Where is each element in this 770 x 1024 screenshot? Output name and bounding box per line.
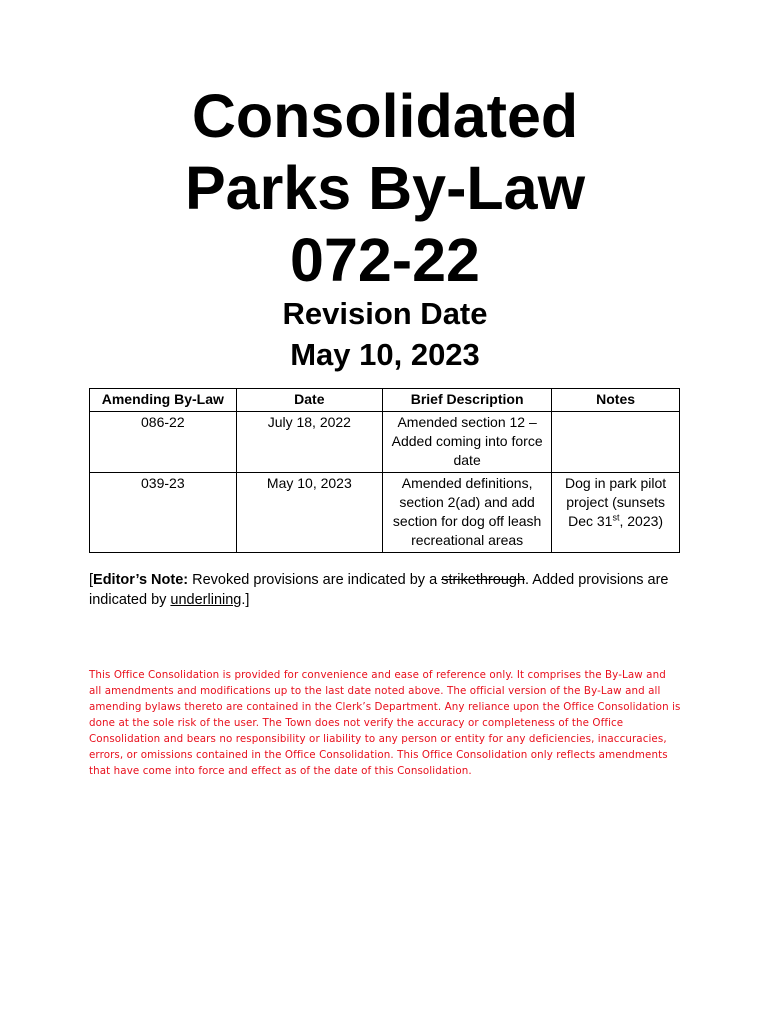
editor-open-bracket: [ [89, 572, 94, 588]
notes-text: Dog in park pilot project (sunsets Dec 31 [565, 475, 667, 529]
amendments-table [89, 388, 680, 553]
editor-close: .] [241, 592, 250, 608]
header-date: Date [236, 389, 382, 412]
notes-text-end: , 2023) [619, 513, 664, 529]
header-brief-description: Brief Description [383, 389, 552, 412]
cell-date: May 10, 2023 [236, 473, 382, 553]
strikethrough-example: strikethrough [441, 572, 526, 588]
editor-text-2: . Added provisions are indicated by [89, 572, 669, 608]
table-header-row [90, 389, 680, 412]
cell-notes [552, 412, 680, 473]
editor-note-label: Editor’s Note: [93, 572, 189, 588]
notes-superscript: st [612, 512, 620, 523]
table-row [90, 473, 680, 553]
revision-label: Revision Date [282, 296, 488, 331]
cell-bylaw: 039-23 [90, 473, 237, 553]
cell-date: July 18, 2022 [236, 412, 382, 473]
header-notes: Notes [552, 389, 680, 412]
table-row [90, 412, 680, 473]
underline-example: underlining [170, 592, 242, 608]
editors-note [89, 570, 689, 610]
cell-notes [552, 473, 680, 553]
title-line-3: 072-22 [290, 226, 480, 294]
disclaimer-text: This Office Consolidation is provided for convenience and ease of reference only. It comprises the By-Law and all amendments and modifications up to the last date noted above. The official version of the By-Law and all amending bylaws thereto are contained in the Clerk’s Department. Any reliance upon the Office Consolidation is done at the sole risk of the user. The Town does not verify the accuracy or completeness of the Office Consolidation and bears no responsibility or liability to any person or entity for any deficiencies, inaccuracies, errors, or omissions contained in the Office Consolidation. This Office Consolidation only reflects amendments that have come into force and effect as of the date of this Consolidation. [89, 669, 681, 777]
title-line-2: Parks By-Law [184, 154, 586, 222]
cell-description: Amended definitions, section 2(ad) and add section for dog off leash recreational areas [383, 473, 552, 553]
header-amending-bylaw: Amending By-Law [90, 389, 237, 412]
cell-description: Amended section 12 – Added coming into force date [383, 412, 552, 473]
revision-date-value: May 10, 2023 [290, 337, 480, 372]
editor-text-1: Revoked provisions are indicated by a [188, 572, 442, 588]
title-line-1: Consolidated [191, 82, 579, 150]
revision-date [0, 293, 770, 375]
document-title [0, 80, 770, 296]
cell-bylaw: 086-22 [90, 412, 237, 473]
